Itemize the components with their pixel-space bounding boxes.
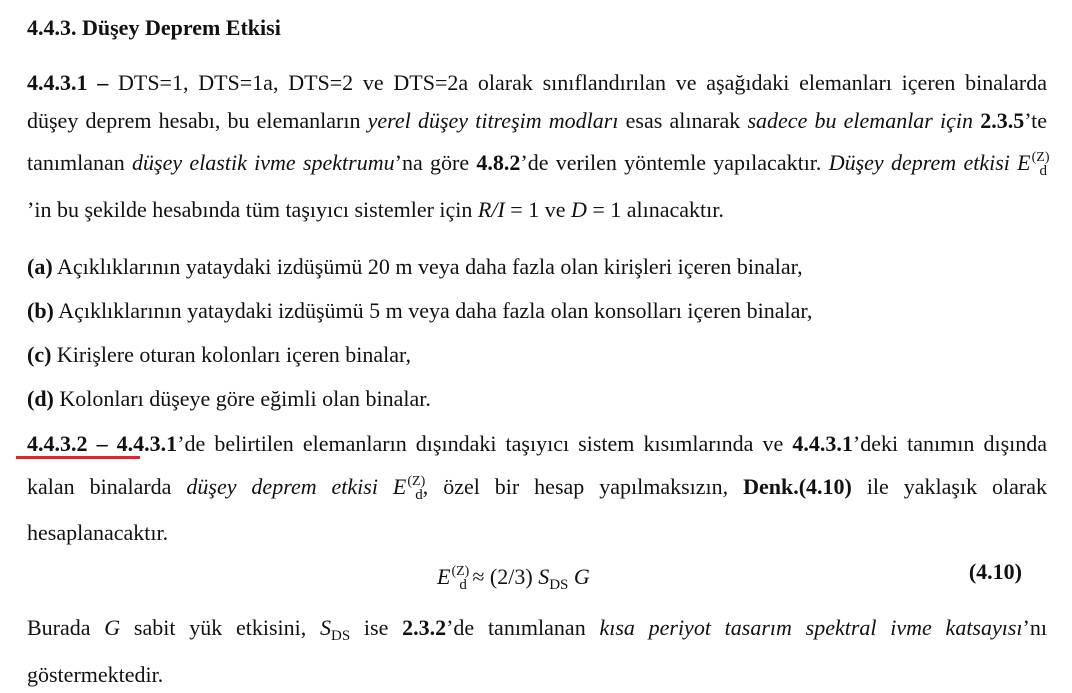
g-symbol: G: [568, 564, 590, 589]
text-run: = 1 alınacaktır.: [586, 196, 724, 222]
section-heading: 4.4.3. Düşey Deprem Etkisi: [27, 15, 281, 40]
text-run: sadece bu elemanlar için: [747, 107, 974, 133]
text-run: = 1 ve: [504, 196, 571, 222]
vertical-seismic-effect-symbol: $E^{(Z)}_d$: [392, 473, 426, 503]
sds-symbol: S: [538, 564, 550, 589]
text-run: ’na göre: [394, 150, 477, 175]
sds-subscript: DS: [330, 628, 351, 644]
list-item: (c) Kirişlere oturan kolonları içeren binalar,: [27, 342, 411, 367]
text-run: ’de belirtilen elemanların dışındaki taşıyıcı sistem kısımlarında ve: [177, 431, 793, 456]
equation-number: (4.10): [968, 559, 1022, 584]
equation-reference: Denk.(4.10): [743, 473, 852, 499]
list-item: (a) Açıklıklarının yataydaki izdüşümü 20 m veya daha fazla olan kirişleri içeren binalar,: [27, 254, 803, 279]
clause-number: 4.4.3.1 –: [27, 70, 109, 95]
text-run: R/I: [477, 196, 505, 222]
paragraph-4-4-3-1: [27, 64, 1050, 228]
text-run: , özel bir hesap yapılmaksızın,: [422, 473, 744, 499]
text-run: ’deki tanımın dışında kalan binalarda: [27, 431, 1048, 499]
section-reference: 2.3.2: [402, 615, 447, 640]
g-symbol: G: [104, 615, 121, 640]
section-reference: 4.4.3.1: [107, 431, 178, 456]
red-underline-annotation: [16, 456, 140, 459]
text-run: ’te tanımlanan: [27, 107, 1048, 175]
text-run: ’de tanımlanan: [446, 615, 600, 640]
section-reference: 2.3.5: [980, 107, 1025, 133]
text-run: ’in bu şekilde hesabında tüm taşıyıcı sistemler için: [27, 196, 478, 222]
text-run: düşey deprem etkisi: [186, 473, 378, 499]
section-reference: 4.8.2: [476, 150, 521, 175]
paragraph-4-4-3-2: [27, 425, 1047, 552]
clause-number: 4.4.3.2 –: [27, 431, 108, 456]
text-run: düşey elastik ivme spektrumu: [132, 150, 395, 175]
coefficient: (2/3): [489, 564, 539, 589]
list-item: (b) Açıklıklarının yataydaki izdüşümü 5 m veya daha fazla olan konsolları içeren binalar,: [27, 298, 813, 323]
text-run: Düşey deprem etkisi: [828, 150, 1010, 175]
text-run: Burada: [27, 615, 105, 640]
text-run: ’de verilen yöntemle yapılacaktır.: [520, 150, 829, 175]
section-reference: 4.4.3.1: [792, 431, 853, 456]
text-run: ile yaklaşık olarak hesaplanacaktır.: [27, 473, 1047, 545]
text-run: D: [570, 196, 587, 222]
sds-subscript: DS: [549, 577, 569, 593]
text-run: yerel düşey titreşim modları: [367, 107, 619, 133]
list-item: (d) Kolonları düşeye göre eğimli olan binalar.: [27, 386, 431, 411]
vertical-seismic-effect-symbol: $E^{(Z)}_d$: [1017, 150, 1050, 179]
paragraph-explanation: [27, 609, 1047, 693]
text-run: esas alınarak: [618, 107, 748, 133]
vertical-seismic-effect-symbol: $E^{(Z)}_d$: [437, 564, 470, 593]
text-run: DTS=1, DTS=1a, DTS=2 ve DTS=2a olarak sınıflandırılan ve aşağıdaki elemanları içeren binalarda düşey deprem hesabı, bu elemanların: [27, 70, 1048, 133]
equation-4-10: [437, 557, 590, 600]
sds-symbol: S: [319, 615, 331, 640]
text-run: ise: [350, 615, 403, 640]
approx-sign: ≈: [466, 564, 490, 589]
text-run: sabit yük etkisini,: [120, 615, 320, 640]
text-run: ’nı göstermektedir.: [27, 615, 1047, 687]
text-run: kısa periyot tasarım spektral ivme katsayısı: [599, 615, 1023, 640]
